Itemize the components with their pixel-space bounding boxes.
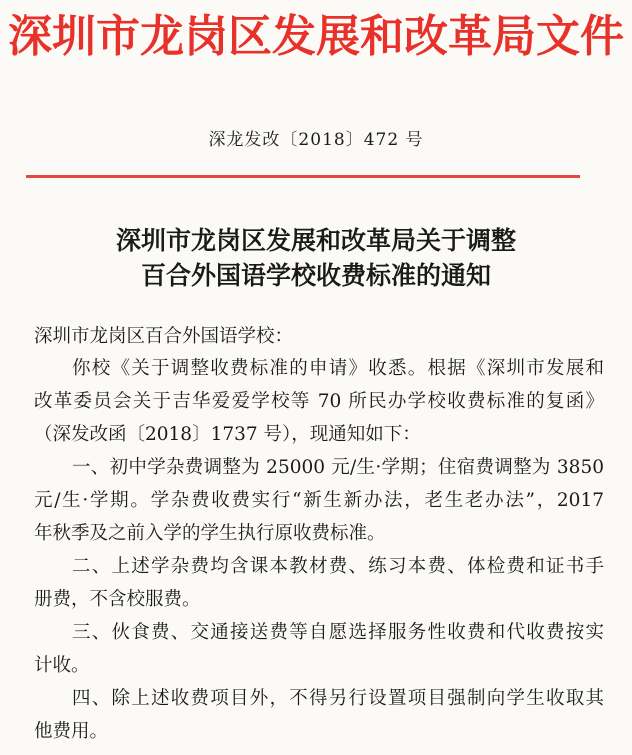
- body-line: 一、初中学杂费调整为 25000 元/生·学期；住宿费调整为 3850: [72, 457, 604, 478]
- body-line: （深发改函〔2018〕1737 号），现通知如下：: [34, 424, 421, 445]
- letterhead-title: 深圳市龙岗区发展和改革局文件: [8, 11, 624, 62]
- body-line: 你校《关于调整收费标准的申请》收悉。根据《深圳市发展和: [72, 358, 604, 379]
- body-line: 元/生·学期。学杂费收费实行“新生新办法，老生老办法”，2017: [34, 490, 604, 511]
- notice-title-line-2: 百合外国语学校收费标准的通知: [140, 261, 491, 290]
- body-line: 册费，不含校服费。: [34, 589, 201, 610]
- body-line: 四、除上述收费项目外，不得另行设置项目强制向学生收取其: [72, 688, 604, 709]
- notice-title-line-1: 深圳市龙岗区发展和改革局关于调整: [115, 226, 516, 255]
- body-line: 计收。: [34, 655, 90, 676]
- document-number: 深龙发改〔2018〕472 号: [208, 130, 424, 150]
- body-line: 改革委员会关于吉华爱爱学校等 70 所民办学校收费标准的复函》: [34, 391, 604, 412]
- red-separator-line: [26, 175, 580, 178]
- salutation: 深圳市龙岗区百合外国语学校：: [34, 326, 294, 347]
- body-line: 二、上述学杂费均含课本教材费、练习本费、体检费和证书手: [72, 556, 604, 577]
- body-line: 他费用。: [34, 721, 109, 742]
- body-line: 年秋季及之前入学的学生执行原收费标准。: [34, 523, 386, 544]
- body-line: 三、伙食费、交通接送费等自愿选择服务性收费和代收费按实: [72, 622, 604, 643]
